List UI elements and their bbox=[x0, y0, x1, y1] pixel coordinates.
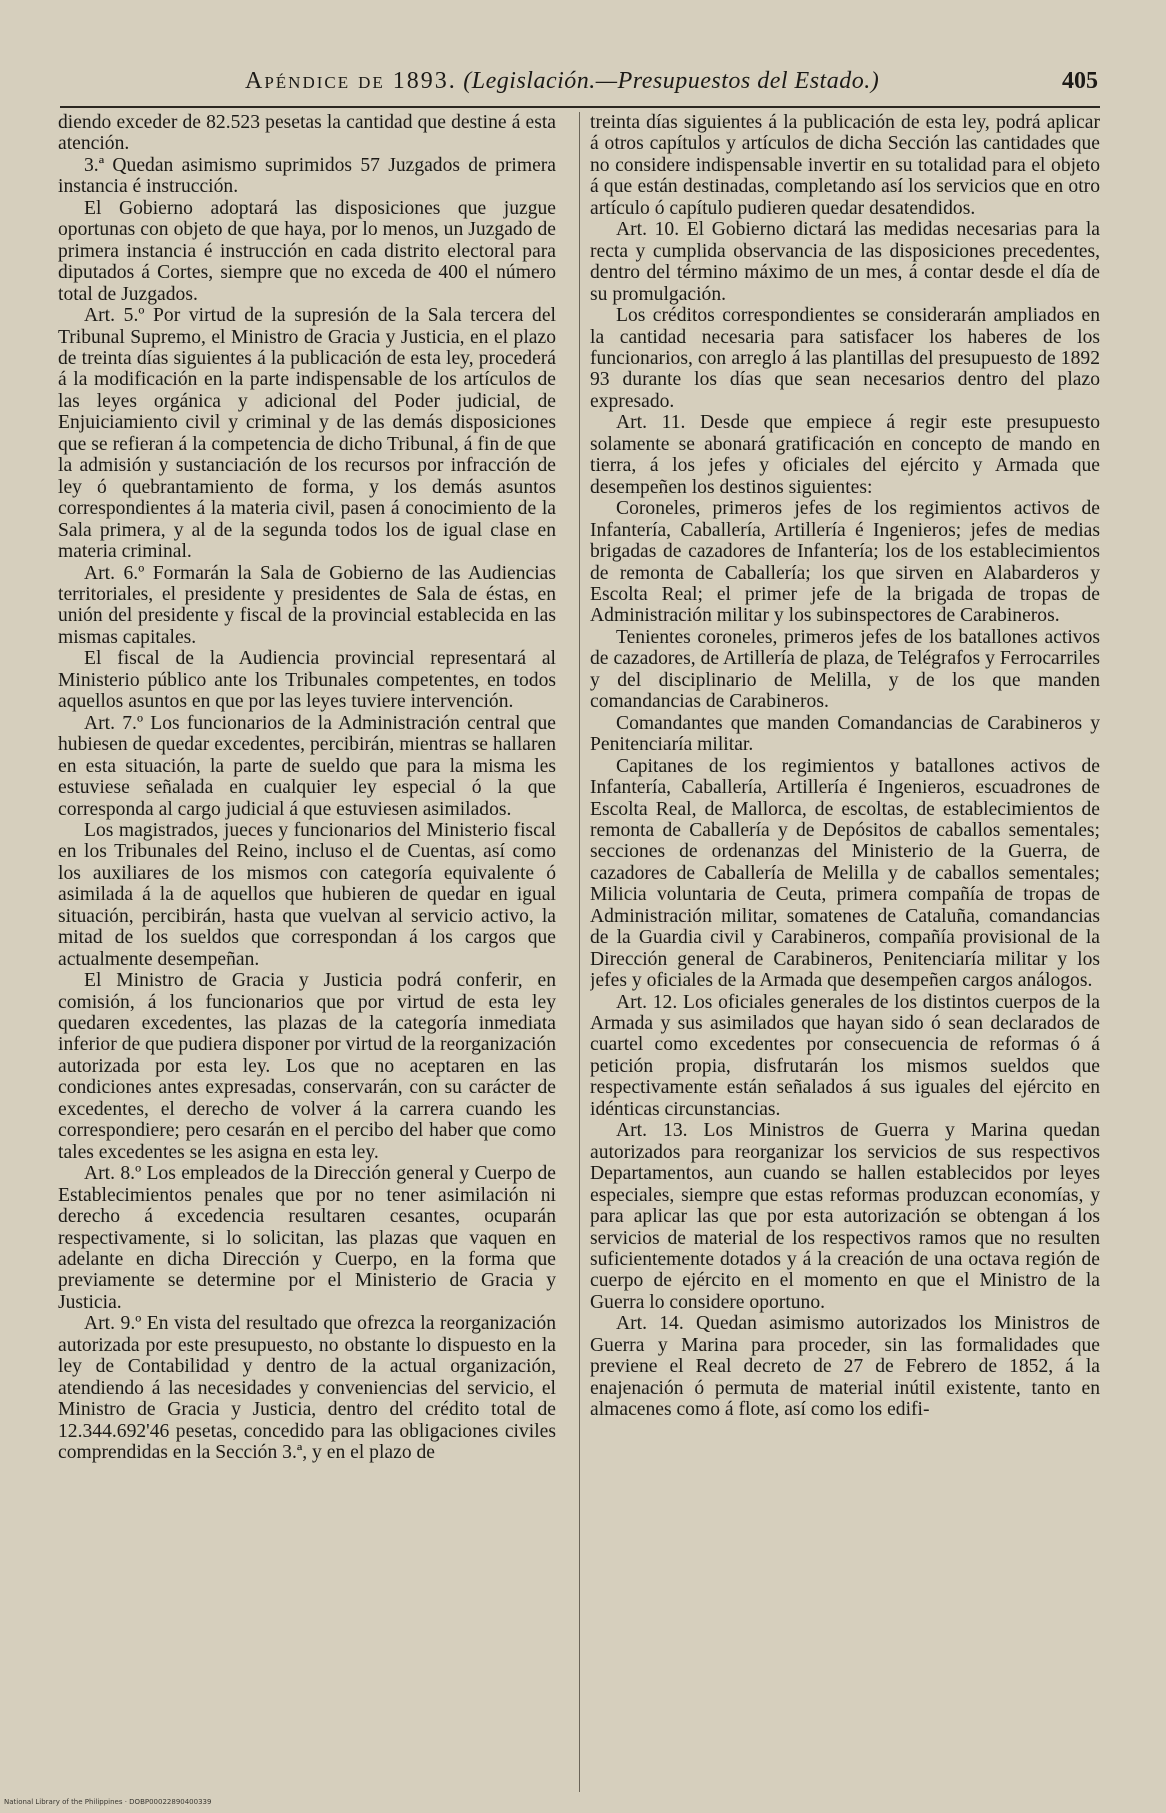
paragraph: Art. 14. Quedan asimismo autorizados los Ministros de Guerra y Marina para proceder, sin las formalidades que previene el Real decreto de 27 de Febrero de 1852, á la enajenación ó permuta de material inútil existente, tanto en almacenes como á flote, así como los edifi- bbox=[590, 1313, 1100, 1421]
column-divider bbox=[579, 112, 580, 1792]
paragraph: Tenientes coroneles, primeros jefes de los batallones activos de cazadores, de Artillería de plaza, de Telégrafos y Ferrocarriles y del disciplinario de Melilla, y de los que manden comandancias de Carabineros. bbox=[590, 626, 1100, 713]
paragraph: Comandantes que manden Comandancias de Carabineros y Penitenciaría militar. bbox=[590, 712, 1100, 756]
paragraph: Art. 11. Desde que empiece á regir este presupuesto solamente se abonará gratificación en concepto de mando en tierra, á los jefes y oficiales del ejército y Armada que desempeñen los destinos siguientes: bbox=[590, 412, 1100, 498]
paragraph: El Gobierno adoptará las disposiciones que juzgue oportunas con objeto de que haya, por lo menos, un Juzgado de primera instancia é instrucción en cada distrito electoral para diputados á Cortes, siempre que no exceda de 400 el número total de Juzgados. bbox=[58, 197, 556, 305]
paragraph: Art. 5.º Por virtud de la supresión de la Sala tercera del Tribunal Supremo, el Ministro de Gracia y Justicia, en el plazo de treinta días siguientes á la publicación de esta ley, procederá á la modificación en la parte indispensable de los artículos de las leyes orgánica y adicional del Poder judicial, de Enjuiciamiento civil y criminal y de las demás disposiciones que se refieran á la competencia de dicho Tribunal, á fin de que la admisión y sustanciación de los recursos por infracción de ley ó quebrantamiento de forma, y los demás asuntos correspondientes á la materia civil, pasen á conocimiento de la Sala primera, y al de la segunda todos los de igual clase en materia criminal. bbox=[58, 305, 556, 563]
running-title bbox=[245, 68, 879, 95]
paragraph: Art. 10. El Gobierno dictará las medidas necesarias para la recta y cumplida observancia de las disposiciones precedentes, dentro del término máximo de un mes, á contar desde el día de su promulgación. bbox=[590, 219, 1100, 305]
paragraph: Art. 7.º Los funcionarios de la Administración central que hubiesen de quedar excedentes, percibirán, mientras se hallaren en esta situación, la parte de sueldo que para la misma les estuviese señalada en cualquier ley especial ó la que corresponda al cargo judicial á que estuviesen asimilados. bbox=[58, 712, 556, 820]
paragraph: diendo exceder de 82.523 pesetas la cantidad que destine á esta atención. bbox=[58, 112, 556, 155]
paragraph: El Ministro de Gracia y Justicia podrá conferir, en comisión, á los funcionarios que por virtud de esta ley quedaren excedentes, las plazas de la categoría inmediata inferior de que pudiera disponer por virtud de la reorganización autorizada por esta ley. Los que no aceptaren en las condiciones antes expresadas, conservarán, con su carácter de excedentes, el derecho de volver á la carrera cuando les correspondiere; pero cesarán en el percibo del haber que como tales excedentes se les asigna en esta ley. bbox=[58, 970, 556, 1163]
paragraph: Art. 9.º En vista del resultado que ofrezca la reorganización autorizada por este presupuesto, no obstante lo dispuesto en la ley de Contabilidad y dentro de la actual organización, atendiendo á las necesidades y conveniencias del servicio, el Ministro de Gracia y Justicia, dentro del crédito total de 12.344.692'46 pesetas, concedido para las obligaciones civiles comprendidas en la Sección 3.ª, y en el plazo de bbox=[58, 1313, 556, 1464]
page-number: 405 bbox=[1062, 68, 1098, 94]
right-column bbox=[590, 112, 1100, 1792]
header-rule bbox=[60, 106, 1100, 108]
paragraph: Los magistrados, jueces y funcionarios del Ministerio fiscal en los Tribunales del Reino, incluso el de Cuentas, así como los auxiliares de los mismos con categoría equivalente ó asimilada á la de aquellos que hubieren de quedar en igual situación, percibirán, hasta que vuelvan al servicio activo, la mitad de los sueldos que correspondan á los cargos que actualmente desempeñan. bbox=[58, 819, 556, 970]
paragraph: Art. 13. Los Ministros de Guerra y Marina quedan autorizados para reorganizar los servicios de sus respectivos Departamentos, aun cuando se hallen establecidos por leyes especiales, siempre que estas reformas produzcan economías, y para aplicar las que por esta autorización se obtengan á los servicios de material de los respectivos ramos que no resulten suficientemente dotados y á la creación de una octava región de cuerpo de ejército en el momento en que el Ministro de la Guerra lo considere oportuno. bbox=[590, 1120, 1100, 1313]
paragraph: 3.ª Quedan asimismo suprimidos 57 Juzgados de primera instancia é instrucción. bbox=[58, 154, 556, 198]
paragraph: Art. 12. Los oficiales generales de los distintos cuerpos de la Armada y sus asimilados que hayan sido ó sean declarados de cuartel como excedentes por consecuencia de reformas ó á petición propia, disfrutarán los mismos sueldos que respectivamente están señalados á sus iguales del ejército en idénticas circunstancias. bbox=[590, 991, 1100, 1120]
paragraph: Coroneles, primeros jefes de los regimientos activos de Infantería, Caballería, Artillería é Ingenieros; jefes de medias brigadas de cazadores de Infantería; los de los establecimientos de remonta de Caballería; los que sirven en Alabarderos y Escolta Real; el primer jefe de la brigada de tropas de Administración militar y los subinspectores de Carabineros. bbox=[590, 498, 1100, 627]
paragraph: Art. 8.º Los empleados de la Dirección general y Cuerpo de Establecimientos penales que por no tener asimilación ni derecho á excedencia resultaren cesantes, ocuparán respectivamente, si lo solicitan, las plazas que vaquen en adelante en dicha Dirección y Cuerpo, en la forma que previamente se determine por el Ministerio de Gracia y Justicia. bbox=[58, 1163, 556, 1313]
paragraph: El fiscal de la Audiencia provincial representará al Ministerio público ante los Tribunales competentes, en todos aquellos asuntos en que por las leyes tuviere intervención. bbox=[58, 648, 556, 713]
paragraph: Los créditos correspondientes se considerarán ampliados en la cantidad necesaria para satisfacer los haberes de los funcionarios, con arreglo á las plantillas del presupuesto de 1892 93 durante los días que sean necesarios dentro del plazo expresado. bbox=[590, 305, 1100, 412]
paragraph: treinta días siguientes á la publicación de esta ley, podrá aplicar á otros capítulos y artículos de dicha Sección las cantidades que no considere indispensable invertir en su totalidad para el objeto á que están destinadas, completando así los servicios que en otro artículo ó capítulo pudieren quedar desatendidos. bbox=[590, 112, 1100, 219]
left-column bbox=[58, 112, 556, 1792]
running-header bbox=[70, 68, 1108, 104]
footer-watermark: National Library of the Philippines · DOBP00022890400339 bbox=[4, 1798, 212, 1806]
running-title-appendix: Apéndice de 1893. bbox=[245, 68, 457, 94]
running-title-subject: (Legislación.—Presupuestos del Estado.) bbox=[463, 68, 880, 94]
paragraph: Art. 6.º Formarán la Sala de Gobierno de las Audiencias territoriales, el presidente y presidentes de Sala de éstas, en unión del presidente y fiscal de la provincial establecida en las mismas capitales. bbox=[58, 562, 556, 648]
paragraph: Capitanes de los regimientos y batallones activos de Infantería, Caballería, Artillería é Ingenieros, escuadrones de Escolta Real, de Mallorca, de escoltas, de establecimientos de remonta de Caballería y de Depósitos de caballos sementales; secciones de ordenanzas del Ministerio de la Guerra, de cazadores de Caballería de Melilla y de caballos sementales; Milicia voluntaria de Ceuta, primera compañía de tropas de Administración militar, somatenes de Cataluña, comandancias de la Guardia civil y Carabineros, compañía provisional de la Dirección general de Carabineros, Penitenciaría militar y los jefes y oficiales de la Armada que desempeñen cargos análogos. bbox=[590, 755, 1100, 992]
